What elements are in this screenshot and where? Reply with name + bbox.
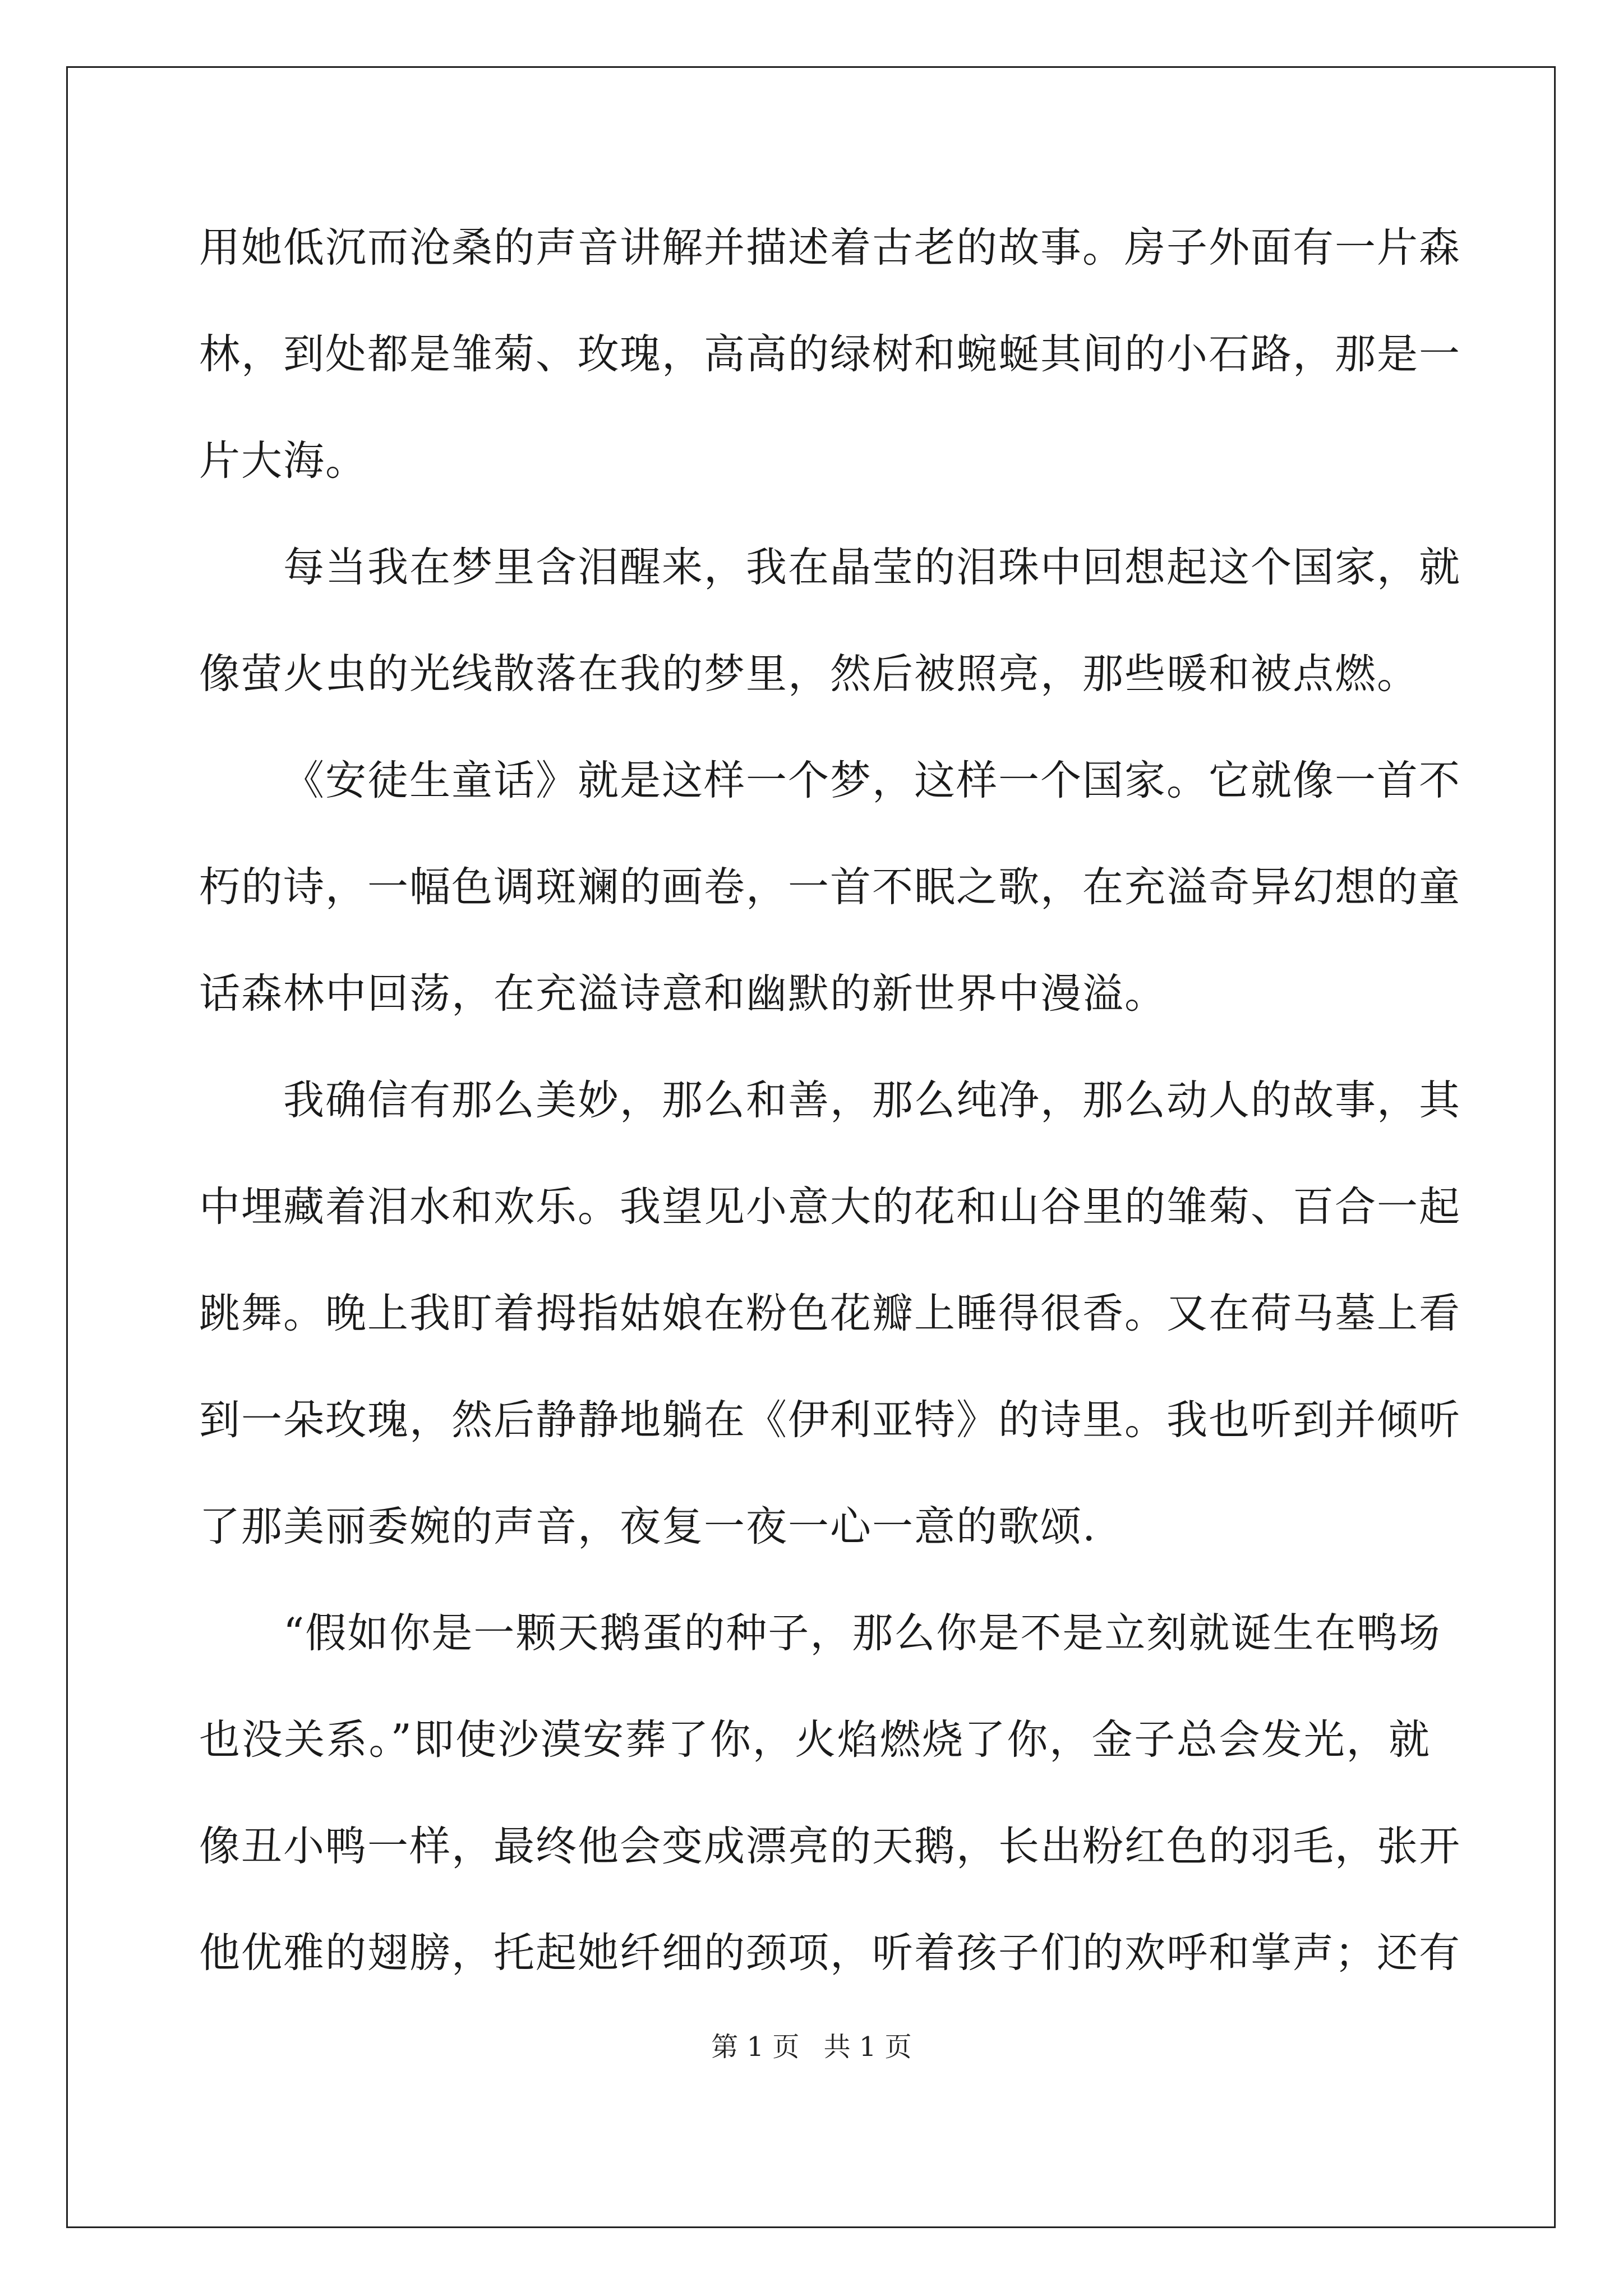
document-body (199, 206, 1461, 2018)
text-line: 每当我在梦里含泪醒来，我在晶莹的泪珠中回想起这个国家，就 (283, 544, 1461, 591)
page-total: 共 1 页 (823, 2031, 912, 2063)
text-line: “假如你是一颗天鹅蛋的种子，那么你是不是立刻就诞生在鸭场 (283, 1609, 1441, 1657)
text-line: 我确信有那么美妙，那么和善，那么纯净，那么动人的故事，其 (283, 1076, 1461, 1124)
page-number: 第 1 页 (711, 2031, 800, 2063)
text-line: 像丑小鸭一样，最终他会变成漂亮的天鹅，长出粉红色的羽毛，张开 (199, 1823, 1461, 1870)
text-line: 到一朵玫瑰，然后静静地躺在《伊利亚特》的诗里。我也听到并倾听 (199, 1396, 1461, 1444)
text-line: 他优雅的翅膀，托起她纤细的颈项，听着孩子们的欢呼和掌声；还有 (199, 1929, 1461, 1977)
page-footer (0, 2025, 1623, 2064)
text-line: 也没关系。”即使沙漠安葬了你，火焰燃烧了你，金子总会发光，就 (199, 1716, 1431, 1764)
text-line: 了那美丽委婉的声音，夜复一夜一心一意的歌颂. (199, 1503, 1097, 1550)
text-line: 话森林中回荡，在充溢诗意和幽默的新世界中漫溢。 (199, 970, 1166, 1018)
text-line: 跳舞。晚上我盯着拇指姑娘在粉色花瓣上睡得很香。又在荷马墓上看 (199, 1290, 1461, 1337)
text-line: 片大海。 (199, 437, 367, 485)
text-line: 林，到处都是雏菊、玫瑰，高高的绿树和蜿蜒其间的小石路，那是一 (199, 330, 1461, 378)
text-line: 用她低沉而沧桑的声音讲解并描述着古老的故事。房子外面有一片森 (199, 224, 1461, 272)
text-line: 《安徒生童话》就是这样一个梦，这样一个国家。它就像一首不 (283, 757, 1461, 804)
text-line: 像萤火虫的光线散落在我的梦里，然后被照亮，那些暖和被点燃。 (199, 650, 1419, 698)
text-line: 中埋藏着泪水和欢乐。我望见小意大的花和山谷里的雏菊、百合一起 (199, 1183, 1461, 1231)
text-line: 朽的诗，一幅色调斑斓的画卷，一首不眠之歌，在充溢奇异幻想的童 (199, 863, 1461, 911)
